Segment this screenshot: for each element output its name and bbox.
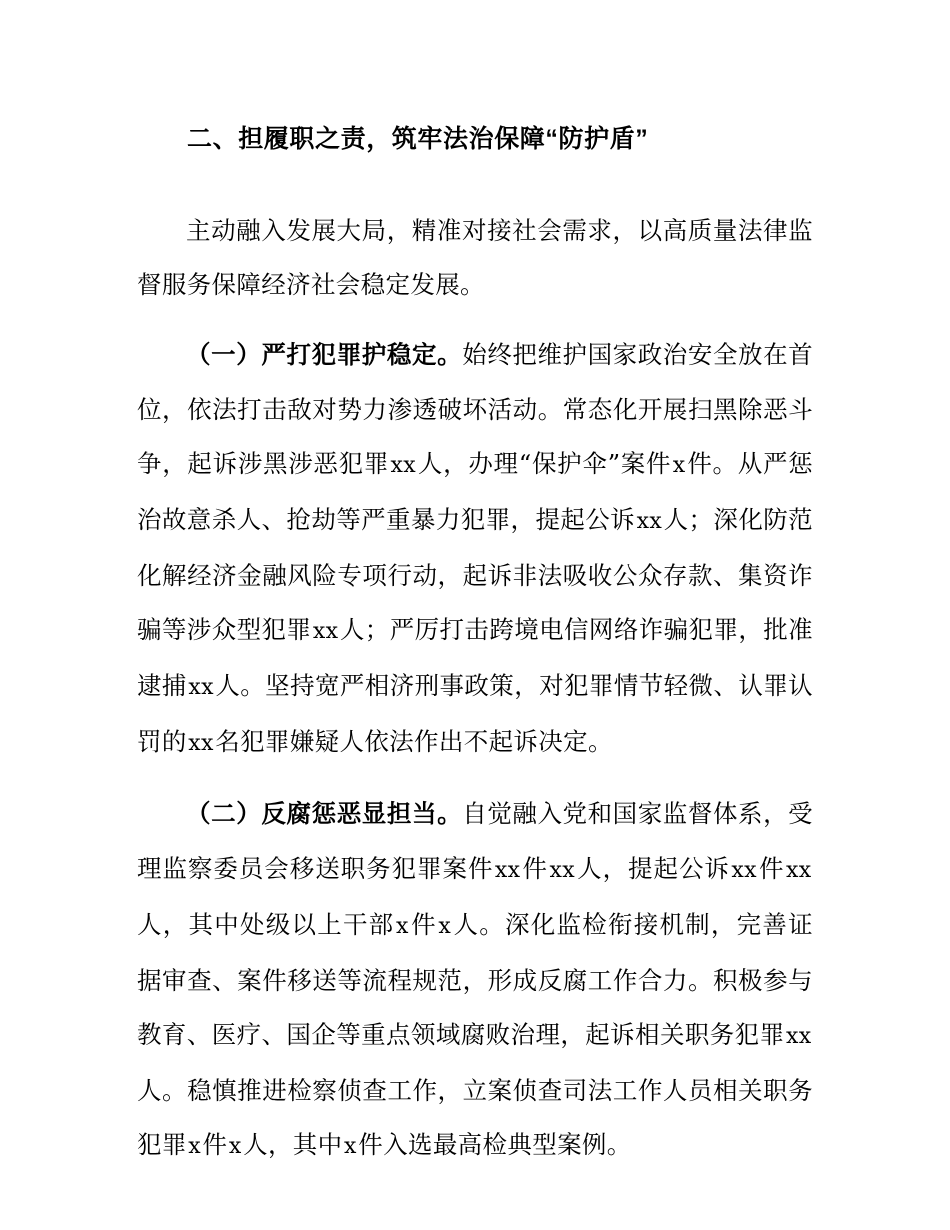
subsection-label-1: （一）严打犯罪护稳定。	[186, 342, 463, 369]
intro-paragraph: 主动融入发展大局，精准对接社会需求，以高质量法律监督服务保障经济社会稳定发展。	[137, 216, 813, 299]
placeholder-token: x	[188, 1134, 201, 1159]
placeholder-token: x	[228, 1134, 242, 1159]
placeholder-token: xx	[494, 858, 521, 883]
spacer-after-heading	[137, 166, 813, 204]
subsection-body-2: 自觉融入党和国家监督体系，受理监察委员会移送职务犯罪案件xx件xx人，提起公诉xx件xx人，其中处级以上干部x件x人。深化监检衔接机制，完善证据审查、案件移送等流程规范，形成反腐工作合力。积极参与教育、医疗、国企等重点领域腐败治理，起诉相关职务犯罪xx人。稳慎推进检察侦查工作，立案侦查司法工作人员相关职务犯罪x件x人，其中x件入选最高检典型案例。	[137, 799, 814, 1159]
placeholder-token: xx	[188, 731, 214, 756]
spacer-before-subsection-2	[137, 771, 813, 787]
placeholder-token: x	[395, 914, 409, 939]
subsection-paragraph-1	[137, 328, 813, 771]
subsection-label-2: （二）反腐惩恶显担当。	[186, 801, 463, 828]
section-heading: 二、担履职之责，筑牢法治保障“防护盾”	[187, 125, 649, 153]
placeholder-token: xx	[312, 619, 339, 644]
placeholder-token: xx	[785, 1024, 812, 1049]
placeholder-token: x	[438, 914, 452, 939]
subsection-body-1: 始终把维护国家政治安全放在首位，依法打击敌对势力渗透破坏活动。常态化开展扫黑除恶斗争，起诉涉黑涉恶犯罪xx人，办理“保护伞”案件x件。从严惩治故意杀人、抢劫等严重暴力犯罪，提起公诉xx人；深化防范化解经济金融风险专项行动，起诉非法吸收公众存款、集资诈骗等涉众型犯罪xx人；严厉打击跨境电信网络诈骗犯罪，批准逮捕xx人。坚持宽严相济刑事政策，对犯罪情节轻微、认罪认罚的xx名犯罪嫌疑人依法作出不起诉决定。	[137, 340, 814, 756]
document-body	[137, 112, 813, 1174]
placeholder-token: xx	[188, 675, 214, 700]
placeholder-token: xx	[390, 453, 417, 478]
placeholder-token: xx	[785, 858, 812, 883]
placeholder-token: x	[344, 1134, 357, 1159]
subsection-paragraph-2	[137, 787, 813, 1174]
placeholder-token: xx	[731, 858, 757, 883]
placeholder-token: xx	[636, 509, 663, 534]
placeholder-token: xx	[549, 858, 576, 883]
spacer-before-subsection-1	[137, 312, 813, 328]
placeholder-token: x	[672, 453, 686, 478]
